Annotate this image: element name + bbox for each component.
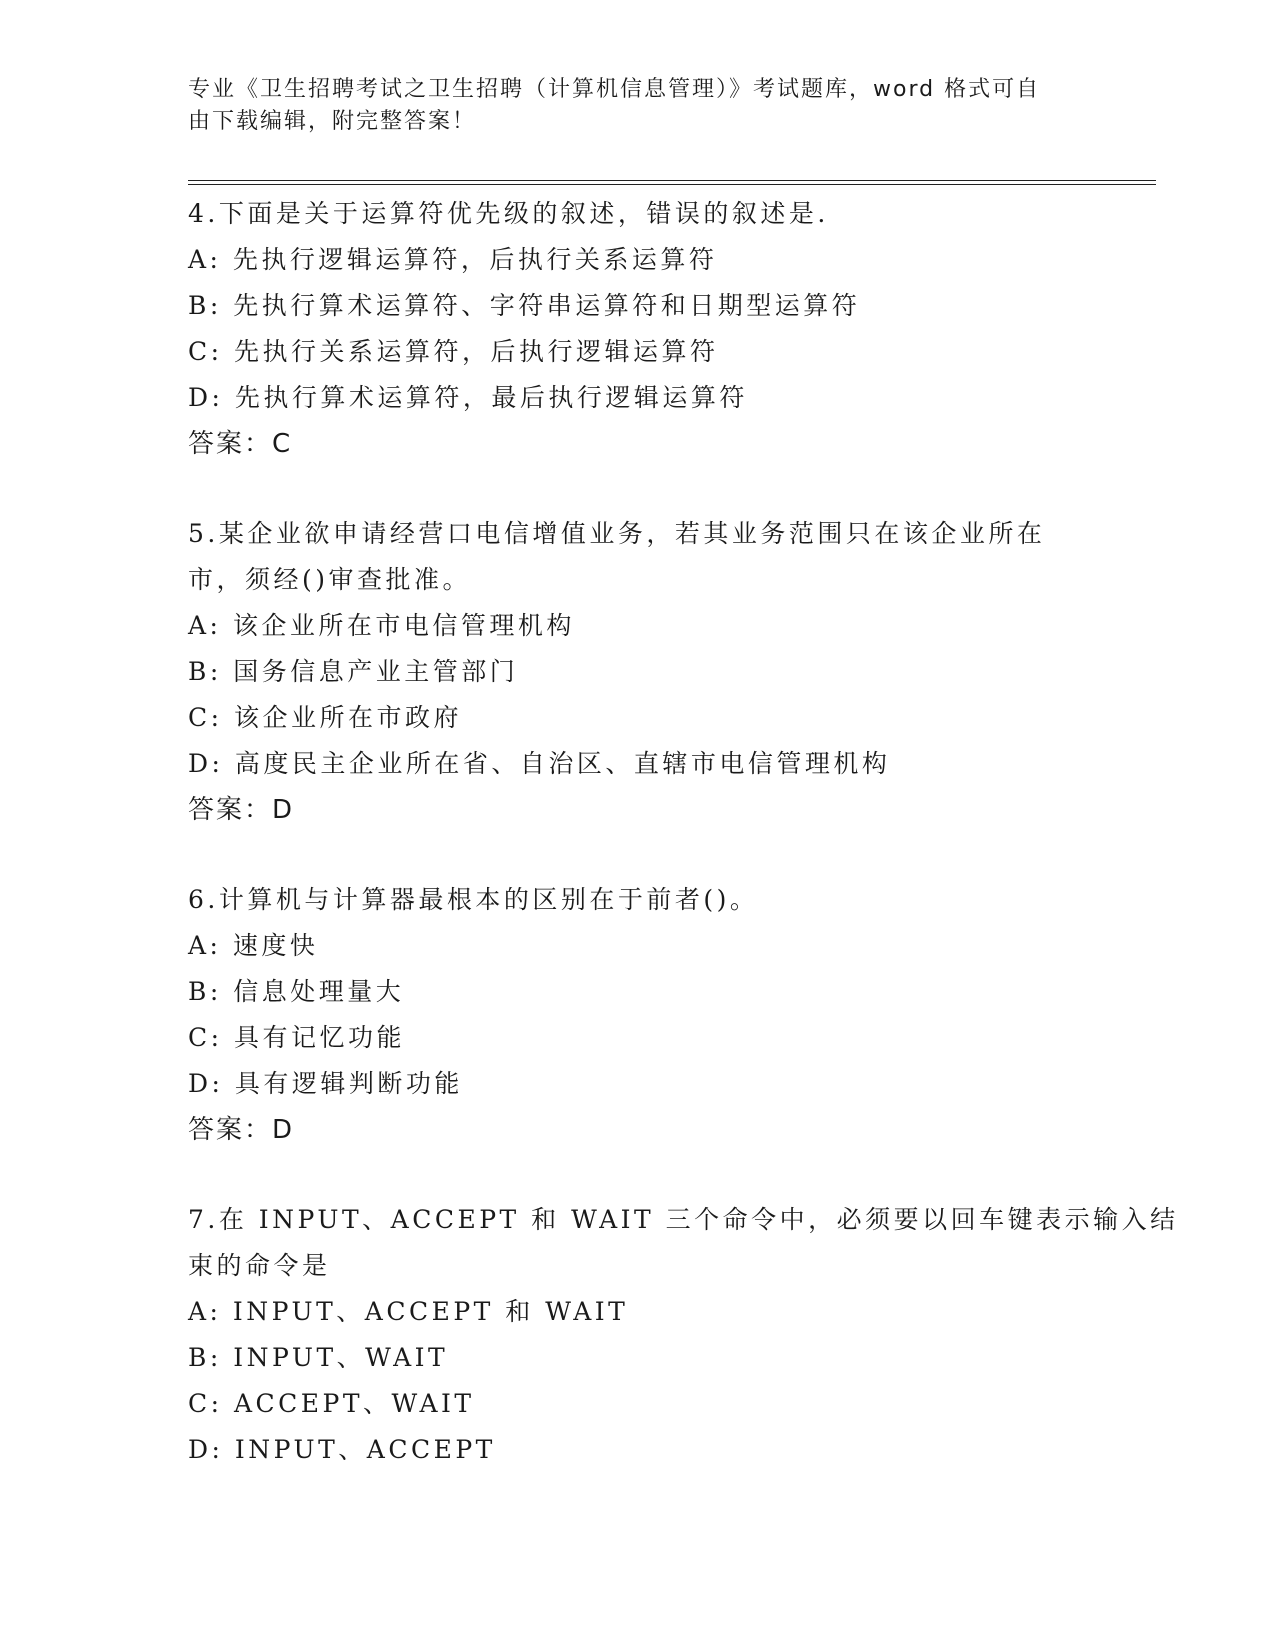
question-stem-continued: 束的命令是 bbox=[188, 1251, 331, 1280]
question-stem: 6.计算机与计算器最根本的区别在于前者()。 bbox=[188, 885, 759, 914]
option-a: A: 该企业所在市电信管理机构 bbox=[188, 611, 575, 640]
question-5 bbox=[188, 511, 1088, 833]
option-c: C: 该企业所在市政府 bbox=[188, 703, 462, 732]
question-stem: 4.下面是关于运算符优先级的叙述，错误的叙述是. bbox=[188, 199, 829, 228]
question-4 bbox=[188, 191, 1088, 467]
question-stem-continued: 市，须经()审查批准。 bbox=[188, 565, 472, 594]
header-divider-top bbox=[188, 180, 1156, 181]
option-b: B: 信息处理量大 bbox=[188, 977, 405, 1006]
option-d: D: 具有逻辑判断功能 bbox=[188, 1069, 463, 1098]
option-a: A: INPUT、ACCEPT 和 WAIT bbox=[188, 1297, 629, 1326]
header-line-1: 专业《卫生招聘考试之卫生招聘（计算机信息管理）》考试题库，word 格式可自 bbox=[188, 77, 1041, 102]
question-stem: 7.在 INPUT、ACCEPT 和 WAIT 三个命令中，必须要以回车键表示输入结 bbox=[188, 1205, 1179, 1234]
option-c: C: 具有记忆功能 bbox=[188, 1023, 405, 1052]
answer-label: 答案：D bbox=[188, 795, 295, 825]
question-7 bbox=[188, 1197, 1179, 1473]
option-c: C: ACCEPT、WAIT bbox=[188, 1389, 475, 1418]
option-a: A: 速度快 bbox=[188, 931, 319, 960]
header-line-2: 由下载编辑，附完整答案！ bbox=[188, 109, 477, 134]
option-a: A: 先执行逻辑运算符，后执行关系运算符 bbox=[188, 245, 718, 274]
document-header bbox=[188, 74, 1068, 138]
question-list bbox=[188, 191, 1179, 1517]
option-c: C: 先执行关系运算符，后执行逻辑运算符 bbox=[188, 337, 719, 366]
question-6 bbox=[188, 877, 1088, 1153]
option-d: D: 先执行算术运算符，最后执行逻辑运算符 bbox=[188, 383, 748, 412]
option-b: B: 先执行算术运算符、字符串运算符和日期型运算符 bbox=[188, 291, 861, 320]
question-stem: 5.某企业欲申请经营口电信增值业务，若其业务范围只在该企业所在 bbox=[188, 519, 1046, 548]
option-d: D: INPUT、ACCEPT bbox=[188, 1435, 496, 1464]
answer-label: 答案：C bbox=[188, 429, 293, 459]
option-b: B: 国务信息产业主管部门 bbox=[188, 657, 519, 686]
answer-label: 答案：D bbox=[188, 1115, 295, 1145]
option-d: D: 高度民主企业所在省、自治区、直辖市电信管理机构 bbox=[188, 749, 891, 778]
header-divider-bottom bbox=[188, 184, 1156, 185]
option-b: B: INPUT、WAIT bbox=[188, 1343, 449, 1372]
